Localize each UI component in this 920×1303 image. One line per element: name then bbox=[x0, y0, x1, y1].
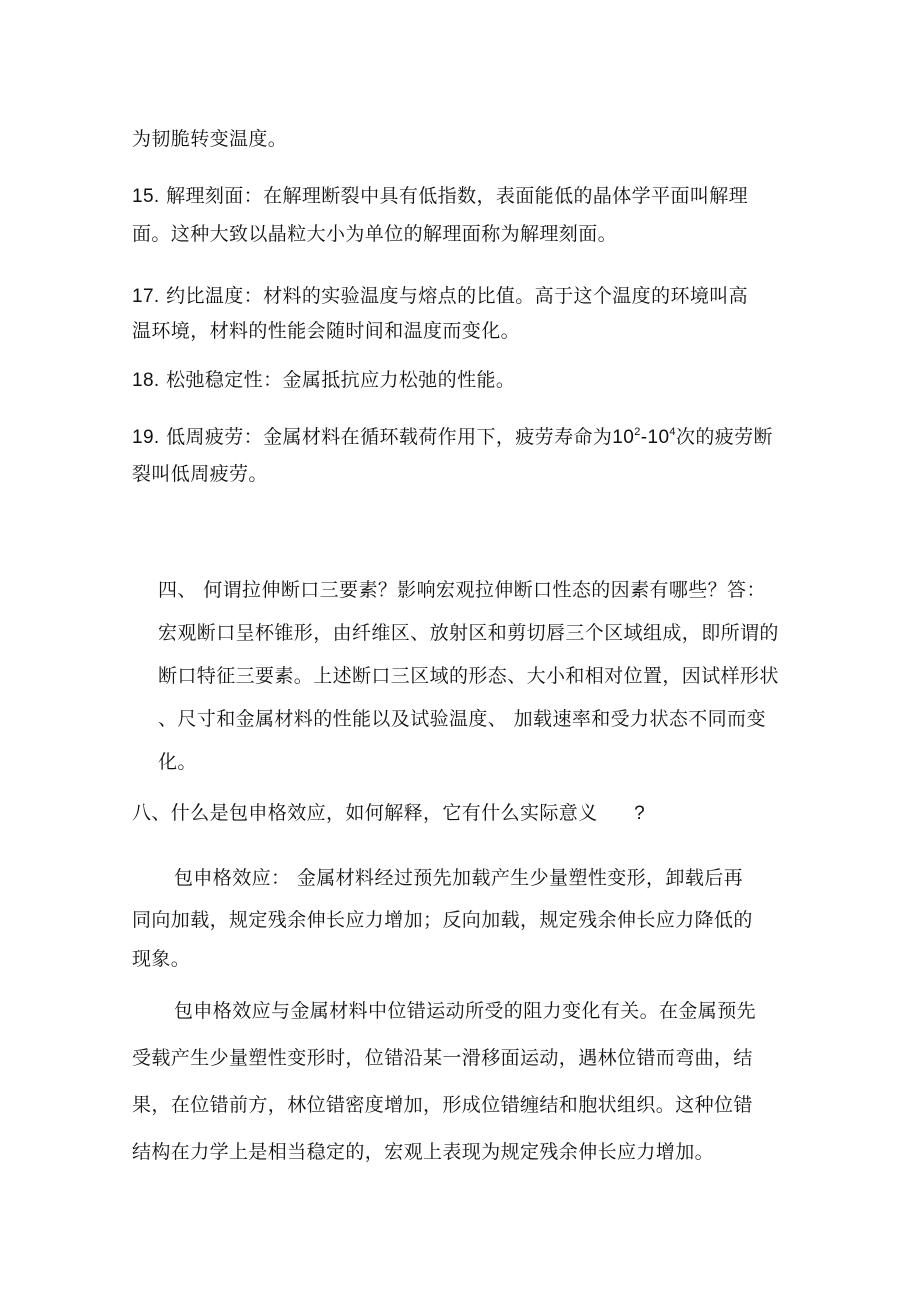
intro-line: 为韧脆转变温度。 bbox=[132, 128, 288, 150]
section-8-question bbox=[132, 801, 645, 826]
section-8-para-1-line-3: 现象。 bbox=[132, 948, 191, 970]
section-4-line-1: 四、 何谓拉伸断口三要素？影响宏观拉伸断口性态的因素有哪些？答： bbox=[158, 579, 766, 601]
section-8-para-1-line-2: 同向加载，规定残余伸长应力增加；反向加载，规定残余伸长应力降低的 bbox=[132, 909, 753, 931]
section-8-question-mark: ? bbox=[634, 803, 646, 824]
item-19-text-d: 次的疲劳断 bbox=[675, 426, 773, 448]
section-4-line-4: 、尺寸和金属材料的性能以及试验温度、 加载速率和受力状态不同而变 bbox=[158, 708, 766, 730]
item-17-line-1 bbox=[132, 284, 748, 309]
item-19-line-1 bbox=[132, 425, 773, 450]
item-19-exponent-2: 2 bbox=[634, 426, 641, 438]
item-18-line-1 bbox=[132, 368, 515, 393]
item-17-line-2: 温环境，材料的性能会随时间和温度而变化。 bbox=[132, 320, 521, 342]
item-15-number: 15. bbox=[132, 186, 160, 207]
item-17-number: 17. bbox=[132, 286, 160, 307]
item-19-line-2: 裂叫低周疲劳。 bbox=[132, 463, 268, 485]
section-8-para-2-line-4: 结构在力学上是相当稳定的，宏观上表现为规定残余伸长应力增加。 bbox=[132, 1141, 715, 1163]
item-19-text-a: 低周疲劳：金属材料在循环载荷作用下，疲劳寿命为 bbox=[166, 426, 613, 448]
item-17-text-1: 约比温度：材料的实验温度与熔点的比值。高于这个温度的环境叫高 bbox=[166, 285, 749, 307]
section-4-line-5: 化。 bbox=[158, 751, 197, 773]
item-18-number: 18. bbox=[132, 370, 160, 391]
item-19-value-10: 10 bbox=[612, 427, 635, 448]
section-4-line-3: 断口特征三要素。上述断口三区域的形态、大小和相对位置，因试样形状 bbox=[158, 665, 779, 687]
section-8-para-1-line-1: 包申格效应： 金属材料经过预先加载产生少量塑性变形，卸载后再 bbox=[174, 867, 744, 889]
item-19-value-range: -10 bbox=[640, 427, 670, 448]
section-8-para-2-line-1: 包申格效应与金属材料中位错运动所受的阻力变化有关。在金属预先 bbox=[174, 1000, 757, 1022]
item-18-text-1: 松弛稳定性：金属抵抗应力松弛的性能。 bbox=[166, 369, 516, 391]
section-8-para-2-line-3: 果，在位错前方，林位错密度增加，形成位错缠结和胞状组织。这种位错 bbox=[132, 1094, 753, 1116]
item-15-text-1: 解理刻面：在解理断裂中具有低指数，表面能低的晶体学平面叫解理 bbox=[166, 185, 749, 207]
item-19-number: 19. bbox=[132, 427, 160, 448]
section-8-para-2-line-2: 受载产生少量塑性变形时，位错沿某一滑移面运动，遇林位错而弯曲，结 bbox=[132, 1047, 753, 1069]
item-15-line-2: 面。这种大致以晶粒大小为单位的解理面称为解理刻面。 bbox=[132, 223, 618, 245]
item-19-exponent-4: 4 bbox=[669, 426, 676, 438]
item-15-line-1 bbox=[132, 184, 748, 209]
section-4-line-2: 宏观断口呈杯锥形，由纤维区、放射区和剪切唇三个区域组成，即所谓的 bbox=[158, 622, 779, 644]
section-8-question-text: 八、什么是包申格效应，如何解释，它有什么实际意义 bbox=[132, 802, 598, 824]
